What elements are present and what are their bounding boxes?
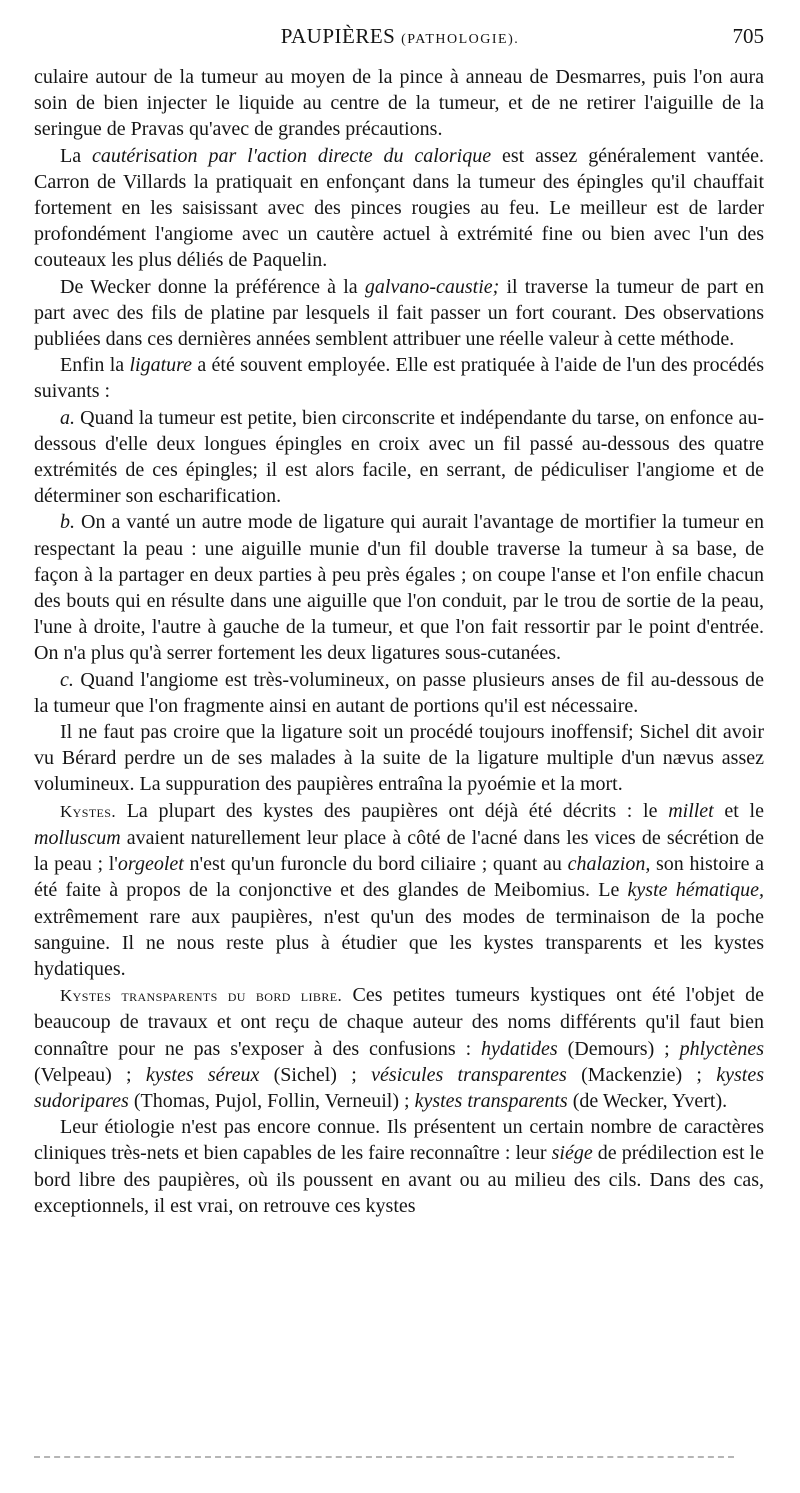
paragraph-3: De Wecker donne la préférence à la galvano-caustie; il traverse la tumeur de part en part avec des fils de platine par lesquels il fait passer un fort courant. Des observations publiées dans ces dernières années semblent attribuer une réelle valeur à cette méthode. (34, 275, 764, 351)
header-subtitle: (PATHOLOGIE). (401, 32, 520, 47)
paragraph-9: Kystes. La plupart des kystes des paupières ont déjà été décrits : le millet et le molluscum avaient naturellement leur place à côté de l'acné dans les vices de sécrétion de la peau ; l'orgeolet n'est qu'un furoncle du bord ciliaire ; quant au chalazion, son histoire a été faite à propos de la conjonctive et des glandes de Meibomius. Le kyste hématique, extrêmement rare aux paupières, n'est qu'un des modes de terminaison de la poche sanguine. Il ne nous reste plus à étudier que les kystes transparents et les kystes hydatiques. (34, 799, 765, 980)
paragraph-1: culaire autour de la tumeur au moyen de la pince à anneau de Desmarres, puis l'on aura soin de bien injecter le liquide au centre de la tumeur, et de ne retirer l'aiguille de la seringue de Pravas qu'avec de grandes précautions. (34, 66, 764, 141)
paragraph-10: Kystes transparents du bord libre. Ces petites tumeurs kystiques ont été l'objet de beaucoup de travaux et ont reçu de chaque auteur des noms différents qu'il faut bien connaître pour ne pas s'exposer à des confusions : hydatides (Demours) ; phlyctènes (Velpeau) ; kystes séreux (Sichel) ; vésicules transparentes (Mackenzie) ; kystes sudoripares (Thomas, Pujol, Follin, Verneuil) ; kystes transparents (de Wecker, Yvert). (34, 984, 765, 1112)
page-number: 705 (732, 24, 764, 48)
header-title: PAUPIÈRES (280, 24, 396, 48)
paragraph-4: Enfin la ligature a été souvent employée. Elle est pratiquée à l'aide de l'un des procédés suivants : (34, 354, 764, 403)
paragraph-8: Il ne faut pas croire que la ligature soit un procédé toujours inoffensif; Sichel dit avoir vu Bérard perdre un de ses malades à la suite de la ligature multiple d'un nævus assez volumineux. La suppuration des paupières entraîna la pyoémie et la mort. (34, 721, 764, 796)
paragraph-2: La cautérisation par l'action directe du calorique est assez généralement vantée. Carron de Villards la pratiquait en enfonçant dans la tumeur des épingles qu'il chauffait fortement en les saisissant avec des pinces rougies au feu. Le meilleur est de larder profondément l'angiome avec un cautère actuel à extrémité fine ou bien avec l'un des couteaux les plus déliés de Paquelin. (34, 144, 765, 272)
bottom-rule (34, 1456, 734, 1458)
paragraph-11: Leur étiologie n'est pas encore connue. Ils présentent un certain nombre de caractères cliniques très-nets et bien capables de les faire reconnaître : leur siége de prédilection est le bord libre des paupières, où ils poussent en avant ou au milieu des cils. Dans des cas, exceptionnels, il est vrai, on retrouve ces kystes (34, 1116, 764, 1217)
section-heading-kystes-transparents: Kystes transparents du bord libre. (60, 986, 343, 1006)
paragraph-7: c. Quand l'angiome est très-volumineux, on passe plusieurs anses de fil au-dessous de la tumeur que l'on fragmente ainsi en autant de portions qu'il est nécessaire. (34, 668, 764, 717)
section-heading-kystes: Kystes. (60, 801, 117, 821)
paragraph-6: b. On a vanté un autre mode de ligature qui aurait l'avantage de mortifier la tumeur en respectant la peau : une aiguille munie d'un fil double traverse la tumeur à sa base, de façon à la partager en deux parties à peu près égales ; on coupe l'anse et l'on enfile chacun des bouts qui en résulte dans une aiguille que l'on conduit, par le trou de sortie de la peau, l'une à droite, l'autre à gauche de la tumeur, et que l'on fait ressortir par le point d'entrée. On n'a plus qu'à serrer fortement les deux ligatures sous-cutanées. (34, 511, 764, 665)
running-header (36, 24, 764, 54)
running-title (36, 24, 764, 49)
paragraph-5: a. Quand la tumeur est petite, bien circonscrite et indépendante du tarse, on enfonce au-dessous d'elle deux longues épingles en croix avec un fil passé au-dessous des quatre extrémités de ces épingles; il est alors facile, en serrant, de pédiculiser l'angiome et de déterminer son escharification. (34, 406, 764, 508)
body-text (34, 64, 764, 1219)
